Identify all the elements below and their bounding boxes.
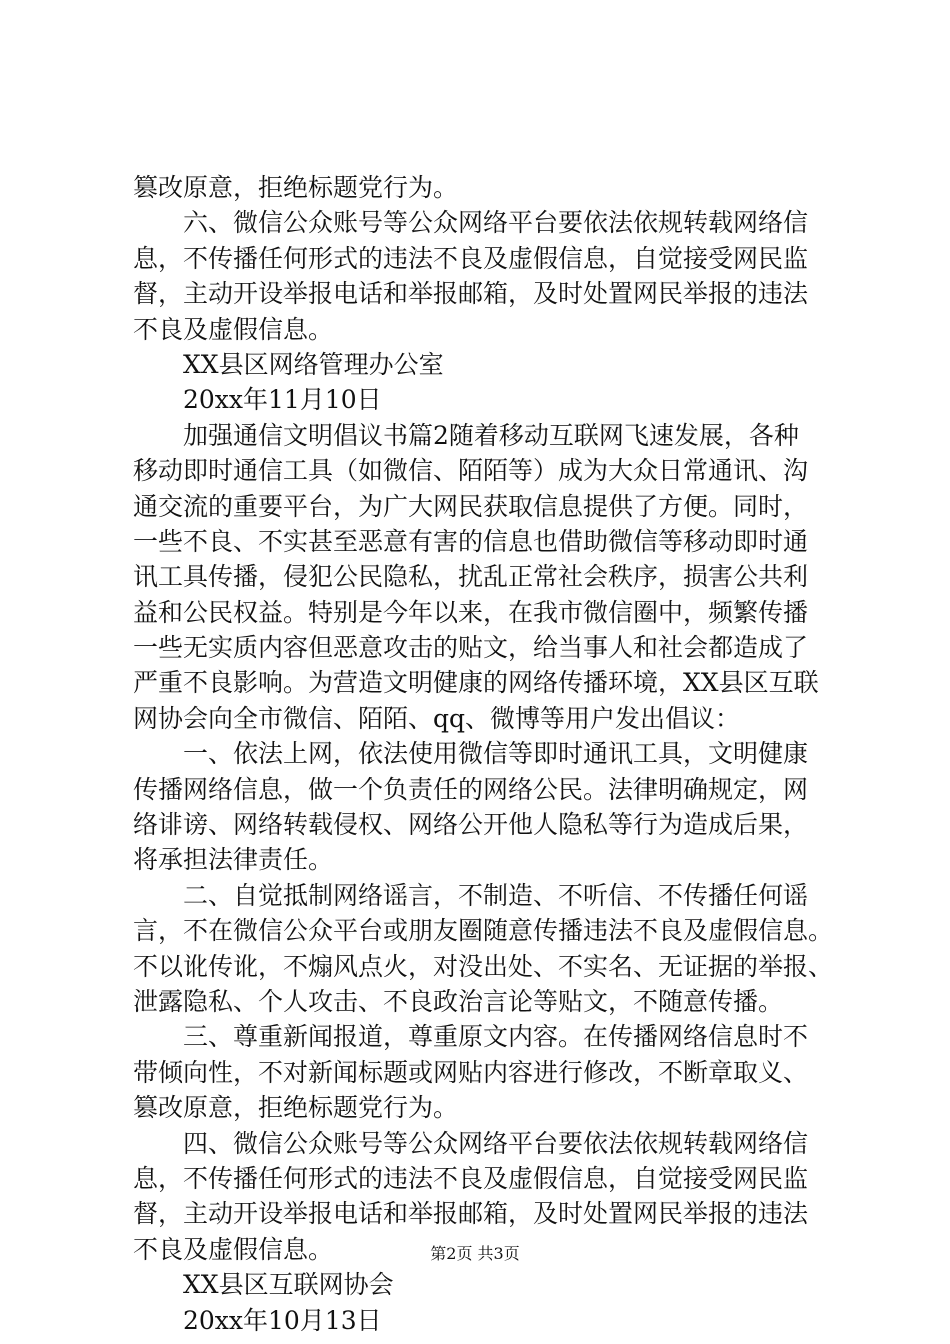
text-line: 一、依法上网，依法使用微信等即时通讯工具，文明健康	[183, 739, 809, 769]
text-line: 通交流的重要平台，为广大网民获取信息提供了方便。同时，	[133, 491, 809, 521]
text-line: 督，主动开设举报电话和举报邮箱，及时处置网民举报的违法	[133, 279, 809, 309]
page-number-footer: 第2页 共3页	[430, 1244, 520, 1263]
text-line: 息，不传播任何形式的违法不良及虚假信息，自觉接受网民监	[133, 243, 809, 273]
text-line: 带倾向性，不对新闻标题或网贴内容进行修改，不断章取义、	[133, 1057, 809, 1087]
text-line: 20xx年10月13日	[183, 1305, 382, 1335]
text-line: 四、微信公众账号等公众网络平台要依法依规转载网络信	[183, 1128, 809, 1158]
text-line: 篡改原意，拒绝标题党行为。	[133, 1093, 459, 1123]
text-line: 六、微信公众账号等公众网络平台要依法依规转载网络信	[183, 208, 809, 238]
text-line: 不良及虚假信息。	[133, 314, 334, 344]
text-line: 篡改原意，拒绝标题党行为。	[133, 173, 459, 202]
text-line: 移动即时通信工具（如微信、陌陌等）成为大众日常通讯、沟	[133, 456, 809, 486]
text-line: 一些无实质内容但恶意攻击的贴文，给当事人和社会都造成了	[133, 633, 809, 663]
text-line: 20xx年11月10日	[183, 385, 382, 415]
document-body	[133, 170, 833, 1338]
text-line: XX县区网络管理办公室	[183, 349, 444, 379]
text-line: 益和公民权益。特别是今年以来，在我市微信圈中，频繁传播	[133, 597, 809, 627]
text-line: 将承担法律责任。	[133, 845, 334, 875]
text-line: 网协会向全市微信、陌陌、qq、微博等用户发出倡议：	[133, 703, 741, 733]
text-line: 严重不良影响。为营造文明健康的网络传播环境，XX县区互联	[133, 668, 819, 698]
text-line: 讯工具传播，侵犯公民隐私，扰乱正常社会秩序，损害公共利	[133, 562, 809, 592]
text-line: 三、尊重新闻报道，尊重原文内容。在传播网络信息时不	[183, 1022, 809, 1052]
text-line: 二、自觉抵制网络谣言，不制造、不听信、不传播任何谣	[183, 880, 809, 910]
text-line: 加强通信文明倡议书篇2随着移动互联网飞速发展，各种	[183, 420, 799, 450]
text-line: 络诽谤、网络转载侵权、网络公开他人隐私等行为造成后果，	[133, 810, 809, 840]
text-line: 息，不传播任何形式的违法不良及虚假信息，自觉接受网民监	[133, 1163, 809, 1193]
text-line: 不良及虚假信息。	[133, 1234, 334, 1264]
text-line: 泄露隐私、个人攻击、不良政治言论等贴文，不随意传播。	[133, 986, 784, 1016]
text-line: 督，主动开设举报电话和举报邮箱，及时处置网民举报的违法	[133, 1199, 809, 1229]
text-line: XX县区互联网协会	[183, 1270, 394, 1300]
text-line: 传播网络信息，做一个负责任的网络公民。法律明确规定，网	[133, 774, 809, 804]
text-line: 不以讹传讹，不煽风点火，对没出处、不实名、无证据的举报、	[133, 951, 833, 981]
text-line: 一些不良、不实甚至恶意有害的信息也借助微信等移动即时通	[133, 526, 809, 556]
text-line: 言，不在微信公众平台或朋友圈随意传播违法不良及虚假信息。	[133, 916, 833, 946]
